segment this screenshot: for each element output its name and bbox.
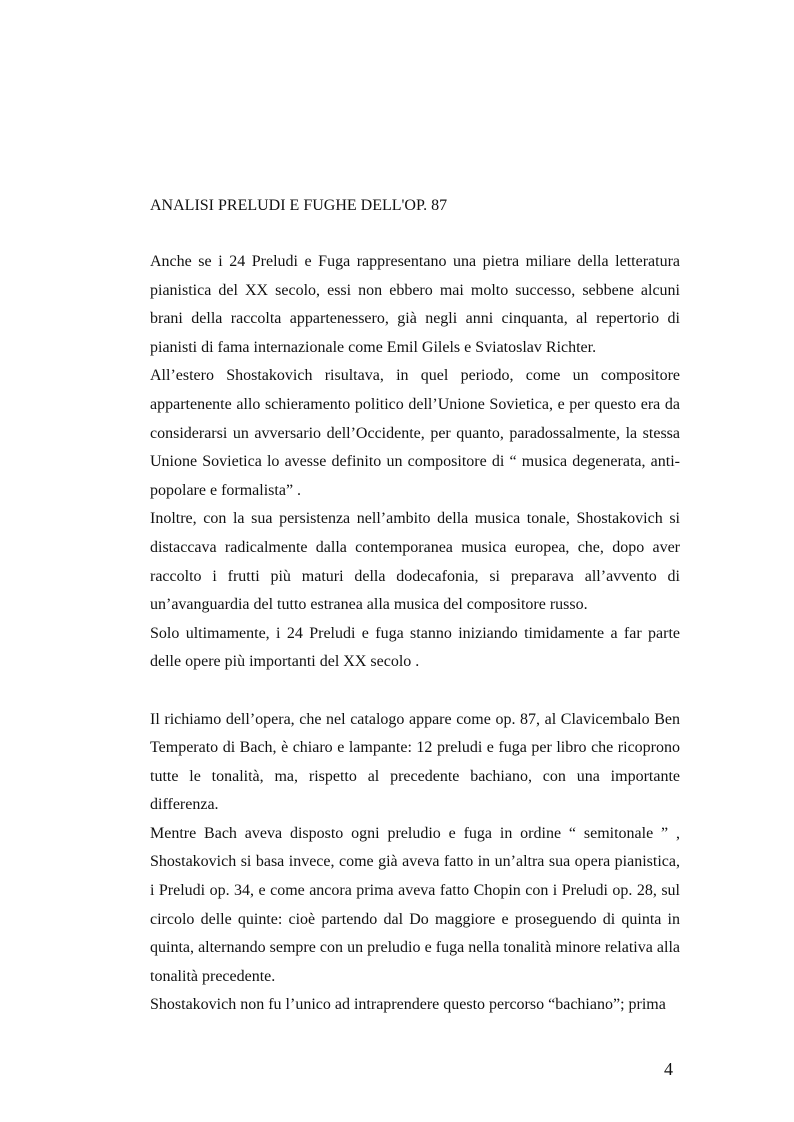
body-text [150, 248, 680, 1020]
paragraph-continuation: Shostakovich non fu l’unico ad intraprendere questo percorso “bachiano”; prima [150, 996, 666, 1014]
page-number: 4 [664, 1059, 673, 1079]
paragraph-reception: Anche se i 24 Preludi e Fuga rappresentano una pietra miliare della letteratura pianistica del XX secolo, essi non ebbero mai molto successo, sebbene alcuni brani della raccolta appartenessero, già negli anni cinquanta, al repertorio di pianisti di fama internazionale come Emil Gilels e Sviatoslav Richter. [150, 253, 680, 356]
paragraph-recent-recognition: Solo ultimamente, i 24 Preludi e fuga stanno iniziando timidamente a far parte delle opere più importanti del XX secolo . [150, 624, 680, 671]
paragraph-abroad: All’estero Shostakovich risultava, in quel periodo, come un compositore appartenente allo schieramento politico dell’Unione Sovietica, e per questo era da considerarsi un avversario dell’Occidente, per quanto, paradossalmente, la stessa Unione Sovietica lo avesse definito un compositore di “ musica degenerata, anti-popolare e formalista” . [150, 367, 680, 499]
paragraph-circle-of-fifths: Mentre Bach aveva disposto ogni preludio e fuga in ordine “ semitonale ” , Shostakovich si basa invece, come già aveva fatto in un’altra sua opera pianistica, i Preludi op. 34, e come ancora prima aveva fatto Chopin con i Preludi op. 28, sul circolo delle quinte: cioè partendo dal Do maggiore e proseguendo di quinta in quinta, alternando sempre con un preludio e fuga nella tonalità minore relativa alla tonalità precedente. [150, 824, 680, 985]
paragraph-tonal-music: Inoltre, con la sua persistenza nell’ambito della musica tonale, Shostakovich si distaccava radicalmente dalla contemporanea musica europea, che, dopo aver raccolto i frutti più maturi della dodecafonia, si preparava all’avvento di un’avanguardia del tutto estranea alla musica del compositore russo. [150, 510, 680, 614]
paragraph-bach-reference: Il richiamo dell’opera, che nel catalogo appare come op. 87, al Clavicembalo Ben Temperato di Bach, è chiaro e lampante: 12 preludi e fuga per libro che ricoprono tutte le tonalità, ma, rispetto al precedente bachiano, con una importante differenza. [150, 710, 680, 814]
section-heading: ANALISI PRELUDI E FUGHE DELL'OP. 87 [150, 197, 448, 214]
paragraph-gap [150, 677, 680, 706]
